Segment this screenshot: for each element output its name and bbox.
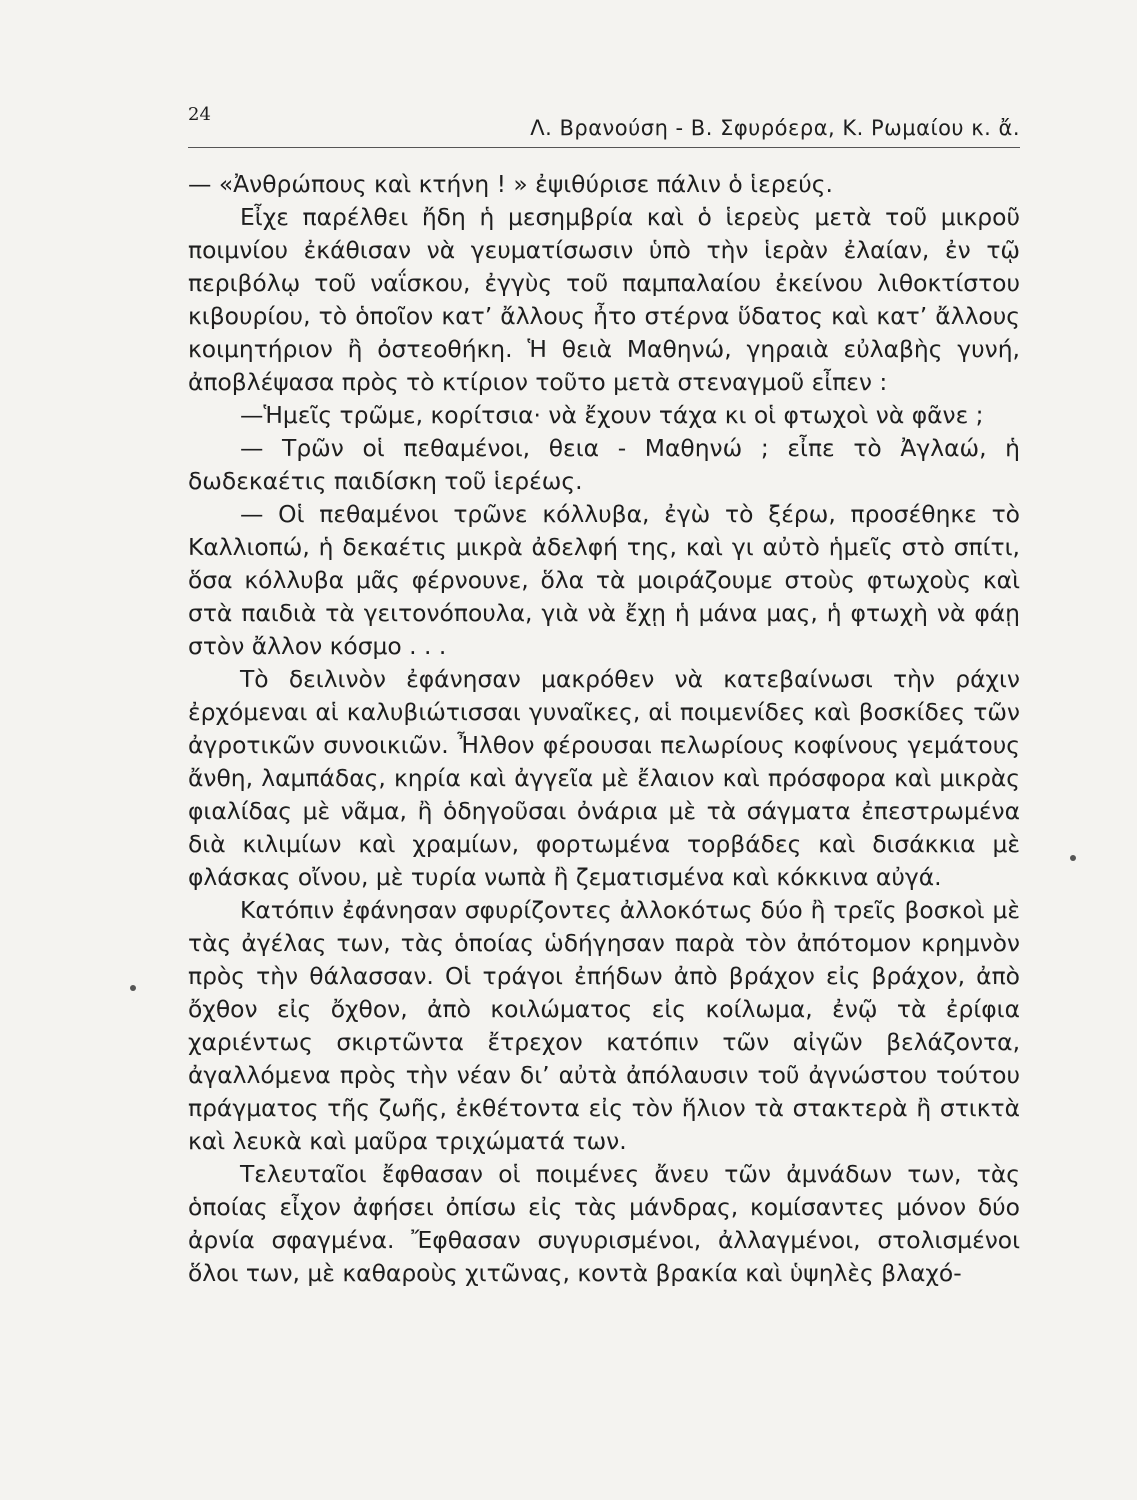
paragraph: — Τρῶν οἱ πεθαμένοι, θεια - Μαθηνώ ; εἶπε τὸ Ἀγλαώ, ἡ δωδεκαέτις παιδίσκη τοῦ ἱερέως. xyxy=(188,434,1020,495)
header-rule xyxy=(188,147,1020,148)
paragraph: Τελευταῖοι ἔφθασαν οἱ ποιμένες ἄνευ τῶν ἀμνάδων των, τὰς ὁποίας εἶχον ἀφήσει ὀπίσω εἰς τὰς μάνδρας, κομίσαντες μόνον δύο ἀρνία σφαγμένα. Ἔφθασαν συγυρισμένοι, ἀλλαγμένοι, στολισμένοι ὅλοι των, μὲ καθαροὺς χιτῶνας, κοντὰ βρακία καὶ ὑψηλὲς βλαχό- xyxy=(188,1160,1020,1287)
paragraph: Εἶχε παρέλθει ἤδη ἡ μεσημβρία καὶ ὁ ἱερεὺς μετὰ τοῦ μικροῦ ποιμνίου ἐκάθισαν νὰ γευματίσωσιν ὑπὸ τὴν ἱερὰν ἐλαίαν, ἐν τῷ περιβόλῳ τοῦ ναΐσκου, ἐγγὺς τοῦ παμπαλαίου ἐκείνου λιθοκτίστου κιβουρίου, τὸ ὁποῖον κατ’ ἄλλους ἦτο στέρνα ὕδατος καὶ κατ’ ἄλλους κοιμητήριον ἢ ὀστεοθήκη. Ἡ θειὰ Μαθηνώ, γηραιὰ εὐλαβὴς γυνή, ἀποβλέψασα πρὸς τὸ κτίριον τοῦτο μετὰ στεναγμοῦ εἶπεν : xyxy=(188,203,1020,396)
running-head: Λ. Βρανούση - Β. Σφυρόερα, Κ. Ρωμαίου κ. ἄ. xyxy=(530,116,1020,140)
page-header xyxy=(188,104,1020,144)
body-text xyxy=(188,168,1020,1290)
paragraph: — Οἱ πεθαμένοι τρῶνε κόλλυβα, ἐγὼ τὸ ξέρω, προσέθηκε τὸ Καλλιοπώ, ἡ δεκαέτις μικρὰ ἀδελφή της, καὶ γι αὐτὸ ἡμεῖς στὸ σπίτι, ὅσα κόλλυβα μᾶς φέρνουνε, ὅλα τὰ μοιράζουμε στοὺς φτωχοὺς καὶ στὰ παιδιὰ τὰ γειτονόπουλα, γιὰ νὰ ἔχῃ ἡ μάνα μας, ἡ φτωχὴ νὰ φάῃ στὸν ἄλλον κόσμο . . . xyxy=(188,500,1020,660)
paragraph: Τὸ δειλινὸν ἐφάνησαν μακρόθεν νὰ κατεβαίνωσι τὴν ράχιν ἐρχόμεναι αἱ καλυβιώτισσαι γυναῖκες, αἱ ποιμενίδες καὶ βοσκίδες τῶν ἀγροτικῶν συνοικιῶν. Ἦλθον φέρουσαι πελωρίους κοφίνους γεμάτους ἄνθη, λαμπάδας, κηρία καὶ ἀγγεῖα μὲ ἔλαιον καὶ πρόσφορα καὶ μικρὰς φιαλίδας μὲ νᾶμα, ἢ ὁδηγοῦσαι ὀνάρια μὲ τὰ σάγματα ἐπεστρωμένα διὰ κιλιμίων καὶ χραμίων, φορτωμένα τορβάδες καὶ δισάκκια μὲ φλάσκας οἴνου, μὲ τυρία νωπὰ ἢ ζεματισμένα καὶ κόκκινα αὐγά. xyxy=(188,665,1020,891)
scan-speck xyxy=(130,985,136,991)
paragraph: Κατόπιν ἐφάνησαν σφυρίζοντες ἀλλοκότως δύο ἢ τρεῖς βοσκοὶ μὲ τὰς ἀγέλας των, τὰς ὁποίας ὡδήγησαν παρὰ τὸν ἀπότομον κρημνὸν πρὸς τὴν θάλασσαν. Οἱ τράγοι ἐπήδων ἀπὸ βράχον εἰς βράχον, ἀπὸ ὄχθον εἰς ὄχθον, ἀπὸ κοιλώματος εἰς κοίλωμα, ἐνῷ τὰ ἐρίφια χαριέντως σκιρτῶντα ἔτρεχον κατόπιν τῶν αἰγῶν βελάζοντα, ἀγαλλόμενα πρὸς τὴν νέαν δι’ αὐτὰ ἀπόλαυσιν τοῦ ἀγνώστου τούτου πράγματος τῆς ζωῆς, ἐκθέτοντα εἰς τὸν ἥλιον τὰ στακτερὰ ἢ στικτὰ καὶ λευκὰ καὶ μαῦρα τριχώματά των. xyxy=(188,896,1020,1155)
paragraph: —Ἡμεῖς τρῶμε, κορίτσια· νὰ ἔχουν τάχα κι οἱ φτωχοὶ νὰ φᾶνε ; xyxy=(240,401,984,429)
page-number: 24 xyxy=(188,104,211,125)
paragraph: — «Ἀνθρώπους καὶ κτήνη ! » ἐψιθύρισε πάλιν ὁ ἱερεύς. xyxy=(188,170,833,198)
scan-speck xyxy=(1070,855,1076,861)
